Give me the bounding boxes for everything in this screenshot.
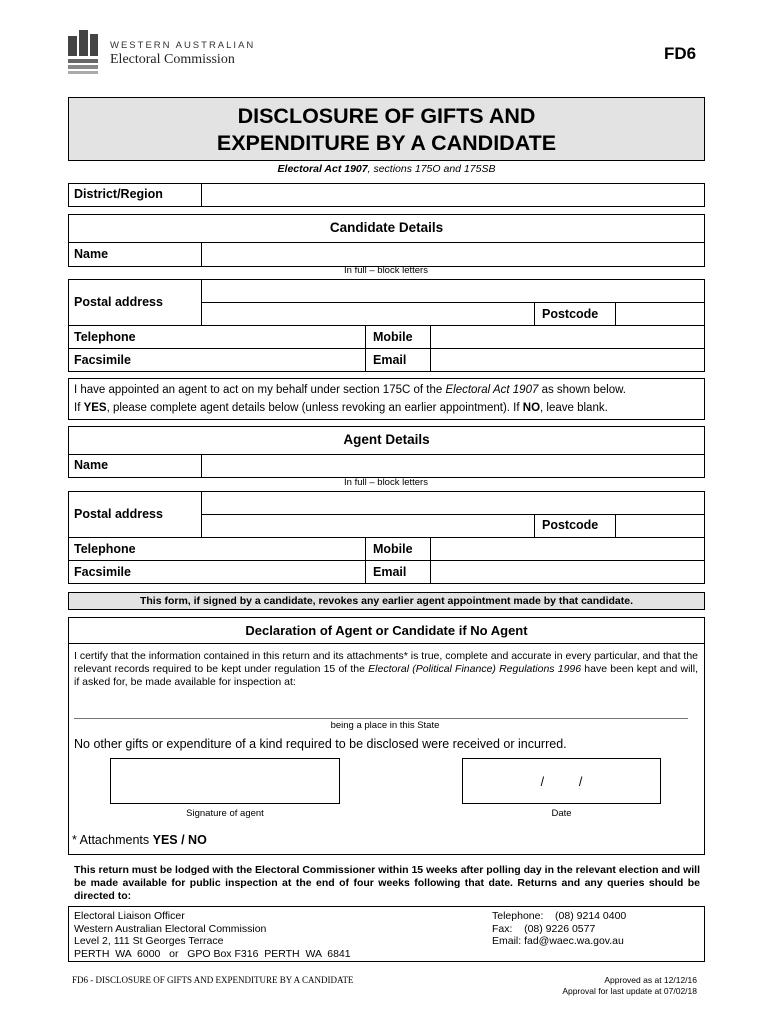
cand-facsimile-label: Facsimile bbox=[74, 353, 131, 367]
cand-name-label: Name bbox=[74, 247, 109, 261]
appoint-act: Electoral Act 1907 bbox=[445, 384, 539, 396]
attachments-line bbox=[72, 833, 207, 847]
declaration-text bbox=[74, 650, 698, 689]
attachments-label: * Attachments bbox=[72, 833, 153, 847]
appoint-l2b: , please complete agent details below (unless revoking an earlier appointment). If bbox=[106, 402, 523, 414]
cand-email-label: Email bbox=[373, 353, 407, 367]
candidate-heading: Candidate Details bbox=[329, 220, 444, 235]
address-line-1: Electoral Liaison Officer bbox=[74, 910, 185, 922]
cand-email-input[interactable] bbox=[430, 348, 705, 372]
cand-postal-label: Postal address bbox=[74, 295, 163, 309]
agent-name-label: Name bbox=[74, 458, 109, 472]
cand-postal-input-1[interactable] bbox=[201, 279, 705, 303]
cand-mobile-input[interactable] bbox=[430, 325, 705, 349]
agent-postal-input-2[interactable] bbox=[201, 514, 535, 538]
agent-postcode-input[interactable] bbox=[615, 514, 705, 538]
attachments-yes-no[interactable]: YES / NO bbox=[152, 833, 207, 847]
act-subtitle bbox=[68, 163, 705, 175]
cand-postcode-input[interactable] bbox=[615, 302, 705, 326]
title-box bbox=[68, 97, 705, 161]
decl-regulations: Electoral (Political Finance) Regulations 1996 bbox=[368, 663, 582, 675]
contact-phone: Telephone: (08) 9214 0400 bbox=[492, 910, 627, 922]
agent-postal-label: Postal address bbox=[74, 507, 163, 521]
address-line-2: Western Australian Electoral Commission bbox=[74, 922, 267, 935]
no-other-statement: No other gifts or expenditure of a kind required to be disclosed were received or incurred. bbox=[74, 737, 567, 751]
address-line-3: Level 2, 111 St Georges Terrace bbox=[74, 935, 224, 947]
revoke-notice: This form, if signed by a candidate, revokes any earlier agent appointment made by that candidate. bbox=[139, 595, 634, 607]
title-line1: DISCLOSURE OF GIFTS AND bbox=[237, 104, 536, 128]
address-line-4: PERTH WA 6000 or GPO Box F316 PERTH WA 6841 bbox=[74, 947, 351, 960]
footer-approved: Approved as at 12/12/16 bbox=[604, 975, 697, 985]
agent-name-input[interactable] bbox=[201, 454, 705, 478]
signature-box[interactable] bbox=[110, 758, 340, 804]
waec-logo-icon bbox=[68, 30, 98, 74]
district-label: District/Region bbox=[74, 187, 163, 201]
org-name-line1: WESTERN AUSTRALIAN bbox=[110, 40, 256, 51]
appoint-text bbox=[74, 381, 702, 417]
cand-telephone-label: Telephone bbox=[74, 330, 136, 344]
subtitle-sections: , sections 175O and 175SB bbox=[367, 163, 496, 175]
form-code: FD6 bbox=[664, 44, 697, 63]
date-label: Date bbox=[551, 808, 572, 819]
agent-telephone-label: Telephone bbox=[74, 542, 136, 556]
contact-email[interactable]: Email: fad@waec.wa.gov.au bbox=[492, 935, 624, 947]
agent-email-label: Email bbox=[373, 565, 407, 579]
place-hint: being a place in this State bbox=[330, 720, 440, 731]
cand-postcode-label: Postcode bbox=[542, 307, 599, 321]
contact-address bbox=[74, 910, 351, 960]
contact-details bbox=[492, 910, 626, 948]
cand-name-hint: In full – block letters bbox=[344, 265, 428, 276]
appoint-l1b: as shown below. bbox=[538, 384, 626, 396]
subtitle-act: Electoral Act 1907 bbox=[277, 163, 368, 175]
agent-name-hint: In full – block letters bbox=[344, 477, 428, 488]
appoint-l2a: If bbox=[74, 402, 84, 414]
agent-facsimile-label: Facsimile bbox=[74, 565, 131, 579]
agent-mobile-input[interactable] bbox=[430, 537, 705, 561]
declaration-heading: Declaration of Agent or Candidate if No Agent bbox=[245, 623, 528, 638]
district-input[interactable] bbox=[201, 183, 705, 207]
appoint-l2c: , leave blank. bbox=[540, 402, 608, 414]
footer-approval bbox=[480, 975, 697, 997]
footer-last-update: Approval for last update at 07/02/18 bbox=[562, 986, 697, 996]
footer-form-title: FD6 - DISCLOSURE OF GIFTS AND EXPENDITURE BY A CANDIDATE bbox=[72, 975, 354, 985]
appoint-l1a: I have appointed an agent to act on my behalf under section 175C of the bbox=[74, 384, 446, 396]
inspection-place-line[interactable] bbox=[74, 718, 688, 719]
org-name-line2: Electoral Commission bbox=[110, 52, 235, 67]
lodge-notice: This return must be lodged with the Electoral Commissioner within 15 weeks after polling day in the relevant election and will be made available for public inspection at the end of four weeks following that date. Returns and any queries should be directed to: bbox=[74, 864, 700, 902]
contact-fax: Fax: (08) 9226 0577 bbox=[492, 922, 596, 935]
agent-email-input[interactable] bbox=[430, 560, 705, 584]
date-slashes: / / bbox=[540, 775, 583, 789]
appoint-no: NO bbox=[522, 402, 541, 414]
cand-name-input[interactable] bbox=[201, 242, 705, 267]
agent-mobile-label: Mobile bbox=[373, 542, 413, 556]
title-line2: EXPENDITURE BY A CANDIDATE bbox=[216, 131, 557, 155]
agent-heading: Agent Details bbox=[343, 432, 430, 447]
cand-mobile-label: Mobile bbox=[373, 330, 413, 344]
appoint-yes: YES bbox=[83, 402, 107, 414]
agent-postal-input-1[interactable] bbox=[201, 491, 705, 515]
cand-postal-input-2[interactable] bbox=[201, 302, 535, 326]
signature-label: Signature of agent bbox=[186, 808, 264, 819]
decl-text-b: have been kept and will, if asked for, be made available for inspection at: bbox=[74, 663, 698, 688]
agent-postcode-label: Postcode bbox=[542, 518, 599, 532]
decl-text-a: I certify that the information contained in this return and its attachments* is true, complete and accurate in every particular, and that the relevant records required to be kept under regulation 15 of the bbox=[74, 650, 698, 675]
